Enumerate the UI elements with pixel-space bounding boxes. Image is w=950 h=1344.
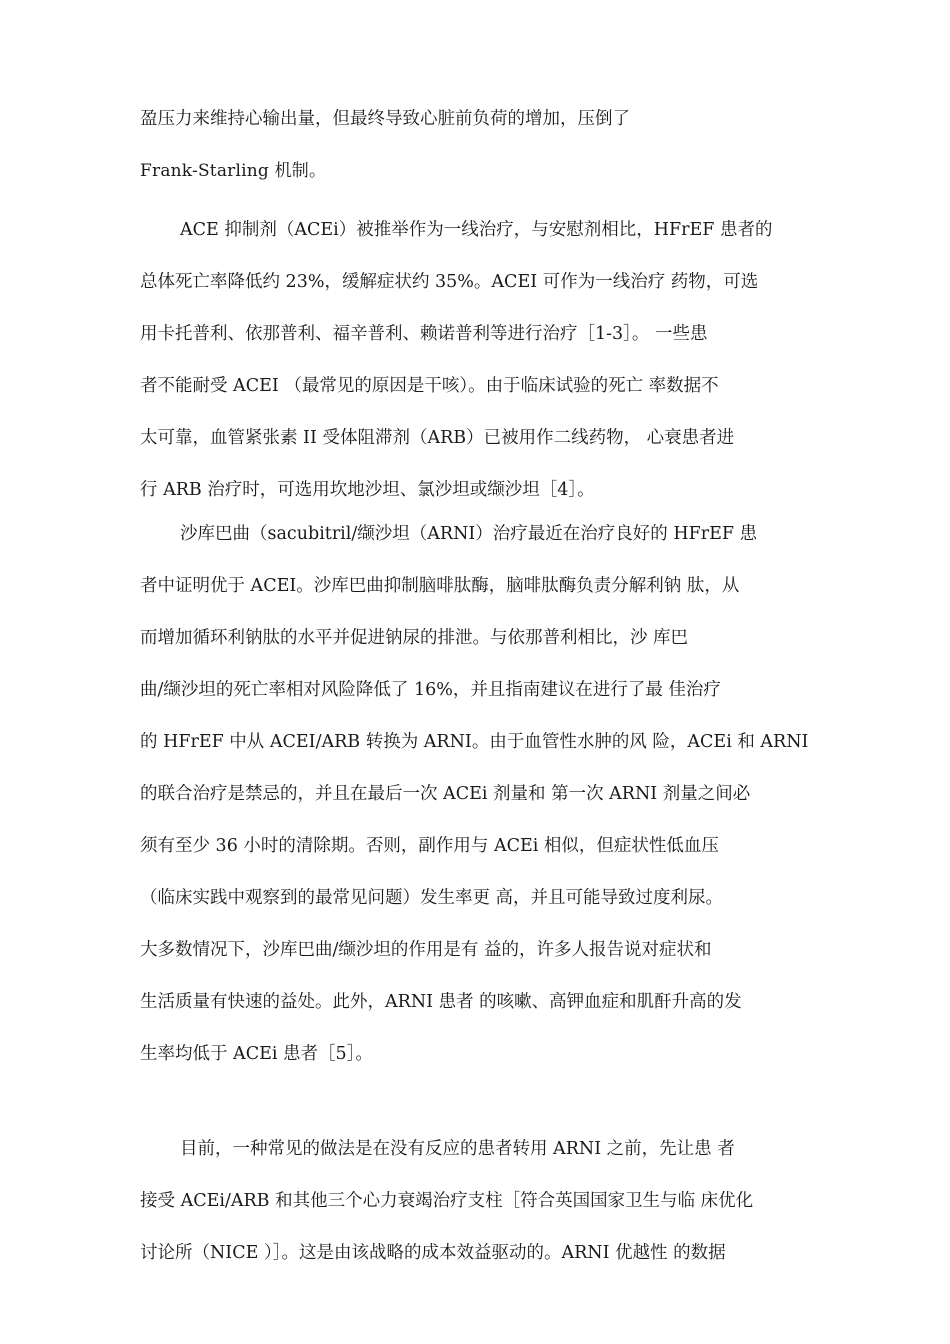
text-line: 盈压力来维持心输出量，但最终导致心脏前负荷的增加，压倒了 [140, 109, 630, 129]
text-line: 接受 ACEi/ARB 和其他三个心力衰竭治疗支柱［符合英国国家卫生与临 床优化 [140, 1191, 754, 1211]
text-line: ACE 抑制剂（ACEi）被推举作为一线治疗，与安慰剂相比，HFrEF 患者的 [180, 220, 773, 240]
text-line: 生活质量有快速的益处。此外，ARNI 患者 的咳嗽、高钾血症和肌酐升高的发 [140, 992, 742, 1012]
text-line: 总体死亡率降低约 23%，缓解症状约 35%。ACEI 可作为一线治疗 药物，可选 [140, 272, 759, 292]
paragraph-4 [140, 1123, 830, 1279]
text-line: 沙库巴曲（sacubitril/缬沙坦（ARNI）治疗最近在治疗良好的 HFrEF 患 [180, 524, 758, 544]
text-line: 用卡托普利、依那普利、福辛普利、赖诺普利等进行治疗［1-3］。 一些患 [140, 324, 708, 344]
paragraph-1 [140, 93, 830, 197]
text-line: 讨论所（NICE ）］。这是由该战略的成本效益驱动的。ARNI 优越性 的数据 [140, 1243, 726, 1263]
text-line: 的联合治疗是禁忌的，并且在最后一次 ACEi 剂量和 第一次 ARNI 剂量之间必 [140, 784, 751, 804]
text-line: 太可靠，血管紧张素 II 受体阻滞剂（ARB）已被用作二线药物， 心衰患者进 [140, 428, 735, 448]
text-line: 的 HFrEF 中从 ACEI/ARB 转换为 ARNI。由于血管性水肿的风 险，ACEi 和 ARNI [140, 732, 809, 752]
text-line: 而增加循环利钠肽的水平并促进钠尿的排泄。与依那普利相比，沙 库巴 [140, 628, 689, 648]
paragraph-2 [140, 204, 830, 516]
text-line: 大多数情况下，沙库巴曲/缬沙坦的作用是有 益的，许多人报告说对症状和 [140, 940, 712, 960]
paragraph-3 [140, 508, 830, 1080]
text-line: 生率均低于 ACEi 患者［5］。 [140, 1044, 373, 1064]
text-line: 者中证明优于 ACEI。沙库巴曲抑制脑啡肽酶，脑啡肽酶负责分解利钠 肽，从 [140, 576, 740, 596]
text-line: 曲/缬沙坦的死亡率相对风险降低了 16%，并且指南建议在进行了最 佳治疗 [140, 680, 721, 700]
text-line: 目前，一种常见的做法是在没有反应的患者转用 ARNI 之前，先让患 者 [180, 1139, 735, 1159]
text-line: 须有至少 36 小时的清除期。否则，副作用与 ACEi 相似，但症状性低血压 [140, 836, 719, 856]
text-line: 行 ARB 治疗时，可选用坎地沙坦、氯沙坦或缬沙坦［4］。 [140, 480, 595, 500]
text-line: Frank-Starling 机制。 [140, 161, 327, 181]
text-line: 者不能耐受 ACEI （最常见的原因是干咳）。由于临床试验的死亡 率数据不 [140, 376, 719, 396]
text-line: （临床实践中观察到的最常见问题）发生率更 高，并且可能导致过度利尿。 [140, 888, 724, 908]
